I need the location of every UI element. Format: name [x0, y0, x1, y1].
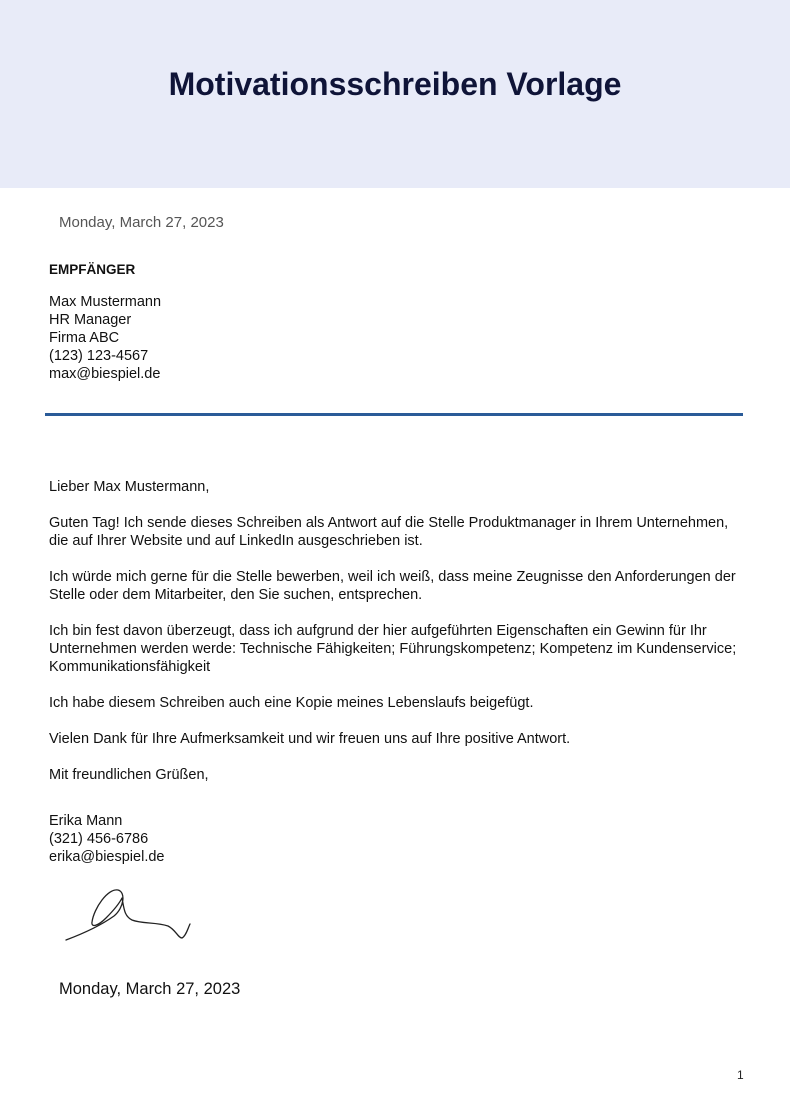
recipient-heading: EMPFÄNGER: [49, 262, 136, 277]
page-title: Motivationsschreiben Vorlage: [168, 66, 622, 102]
signature-icon: [60, 882, 200, 948]
header-banner: [0, 0, 790, 188]
recipient-position: HR Manager: [49, 312, 132, 328]
recipient-name: Max Mustermann: [49, 294, 162, 310]
recipient-phone: (123) 123-4567: [49, 348, 149, 364]
letter-body: [49, 478, 749, 802]
recipient-company: Firma ABC: [49, 330, 120, 346]
sender-name: Erika Mann: [49, 813, 123, 829]
sender-phone: (321) 456-6786: [49, 831, 149, 847]
paragraph-thanks: Vielen Dank für Ihre Aufmerksamkeit und wir freuen uns auf Ihre positive Antwort.: [49, 731, 571, 747]
letter-date: Monday, March 27, 2023: [59, 214, 224, 231]
paragraph-motivation: Ich würde mich gerne für die Stelle bewerben, weil ich weiß, dass meine Zeugnisse den Anforderungen der Stelle oder dem Mitarbeiter, den Sie suchen, entsprechen.: [49, 569, 736, 603]
page-number: 1: [737, 1068, 744, 1082]
paragraph-intro: Guten Tag! Ich sende dieses Schreiben als Antwort auf die Stelle Produktmanager in Ihrem Unternehmen, die auf Ihrer Website und auf LinkedIn ausgeschrieben ist.: [49, 515, 729, 549]
salutation: Lieber Max Mustermann,: [49, 479, 210, 495]
sender-email: erika@biespiel.de: [49, 849, 165, 865]
closing: Mit freundlichen Grüßen,: [49, 767, 209, 783]
paragraph-qualities: Ich bin fest davon überzeugt, dass ich aufgrund der hier aufgeführten Eigenschaften ein Gewinn für Ihr Unternehmen werden werde: Technische Fähigkeiten; Führungskompetenz; Kompetenz im Kundenservice; Kommunikationsfähigkeit: [49, 623, 737, 675]
section-divider: [45, 413, 743, 416]
signature-date: Monday, March 27, 2023: [59, 980, 241, 998]
paragraph-attachment: Ich habe diesem Schreiben auch eine Kopie meines Lebenslaufs beigefügt.: [49, 695, 534, 711]
recipient-address: [49, 293, 161, 383]
sender-block: [49, 812, 164, 866]
recipient-email: max@biespiel.de: [49, 366, 161, 382]
